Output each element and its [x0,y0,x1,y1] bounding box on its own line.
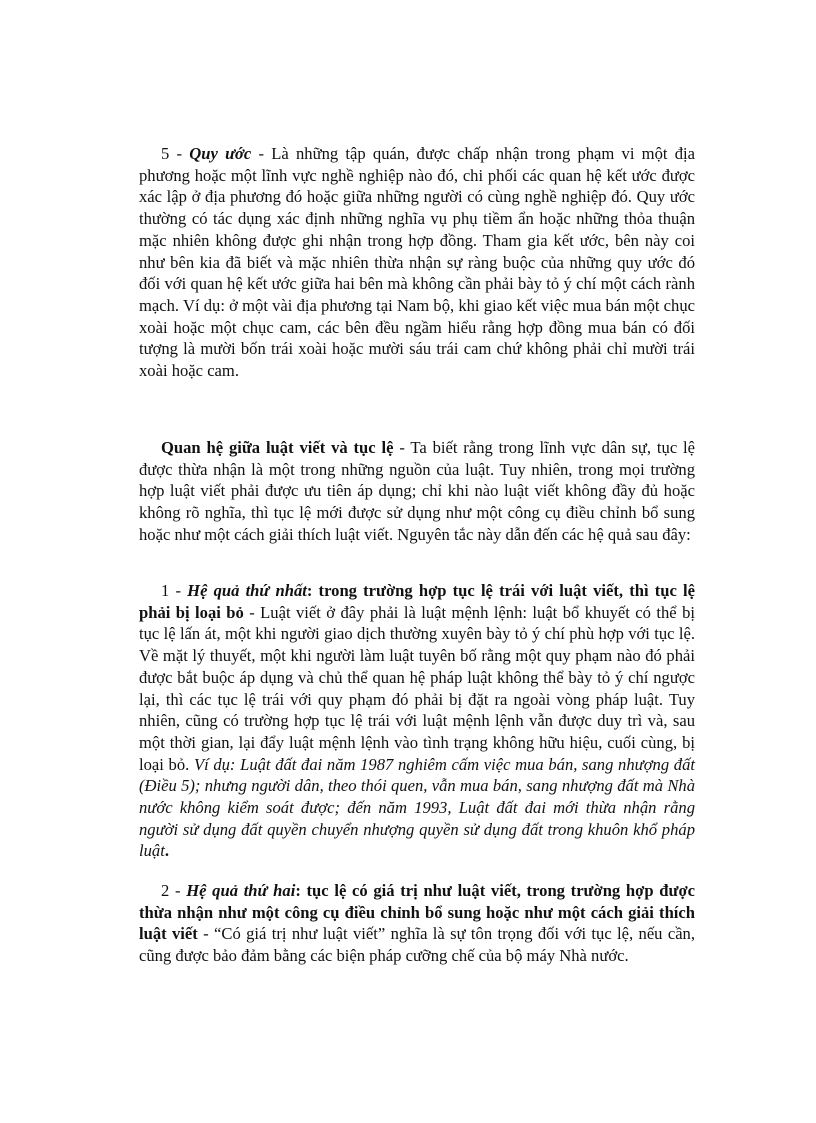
paragraph-body: - “Có giá trị như luật viết” nghĩa là sự tôn trọng đối với tục lệ, nếu cần, cũng được bảo đảm bằng các biện pháp cưỡng chế của bộ máy Nhà nước. [139,924,695,966]
paragraph-number: 5 - [161,144,190,163]
paragraph-heading: Quy ước [189,144,252,163]
paragraph-end: . [164,841,169,861]
paragraph-heading-italic: Hệ quả thứ nhất [187,581,307,600]
paragraph-luat-viet-tuc-le [139,437,695,546]
paragraph-example: Ví dụ: Luật đất đai năm 1987 nghiêm cấm việc mua bán, sang nhượng đất (Điều 5); nhưng người dân, theo thói quen, vẫn mua bán, sang nhượng đất mà Nhà nước không kiểm soát được; đến năm 1993, Luật đất đai mới thừa nhận rằng người sử dụng đất quyền chuyển nhượng quyền sử dụng đất trong khuôn khổ pháp luật [139,754,696,861]
paragraph-body: - Luật viết ở đây phải là luật mệnh lệnh: luật bổ khuyết có thể bị tục lệ lấn át, một khi người giao dịch thường xuyên bày tỏ ý chí phù hợp với tục lệ. Về mặt lý thuyết, một khi người làm luật tuyên bố rằng một quy phạm nào đó phải được bắt buộc áp dụng và chủ thể quan hệ pháp luật không thể bày tỏ ý chí ngược lại, thì các tục lệ trái với quy phạm đó phải bị đặt ra ngoài vòng pháp luật. Tuy nhiên, cũng có trường hợp tục lệ trái với luật mệnh lệnh vẫn được duy trì và, sau một thời gian, lại đẩy luật mệnh lệnh vào tình trạng không hữu hiệu, cuối cùng, bị loại bỏ. [139,602,695,774]
paragraph-heading: : trong trường hợp tục lệ trái với luật viết, thì tục lệ phải bị loại bỏ [139,581,695,622]
paragraph-quy-uoc [139,143,695,382]
paragraph-he-qua-thu-hai [139,880,695,967]
paragraph-number: 2 - [161,881,187,900]
paragraph-heading: Quan hệ giữa luật viết và tục lệ [161,438,394,457]
paragraph-heading-italic: Hệ quả thứ hai [186,881,296,900]
paragraph-he-qua-thu-nhat [139,580,695,862]
paragraph-body: - Ta biết rằng trong lĩnh vực dân sự, tục lệ được thừa nhận là một trong những nguồn của luật. Tuy nhiên, trong mọi trường hợp luật viết phải được ưu tiên áp dụng; chỉ khi nào luật viết không đầy đủ hoặc không rõ nghĩa, thì tục lệ mới được sử dụng như một công cụ điều chỉnh bổ sung hoặc như một cách giải thích luật viết. Nguyên tắc này dẫn đến các hệ quả sau đây: [139,438,696,544]
paragraph-number: 1 - [161,581,188,600]
paragraph-heading: : tục lệ có giá trị như luật viết, trong trường hợp được thừa nhận như một công cụ điều chỉnh bổ sung hoặc như một cách giải thích luật viết [139,881,695,944]
paragraph-body: - Là những tập quán, được chấp nhận trong phạm vi một địa phương hoặc một lĩnh vực nghề nghiệp nào đó, chi phối các quan hệ kết ước được xác lập ở địa phương đó hoặc giữa những người có cùng nghề nghiệp đó. Quy ước thường có tác dụng xác định những nghĩa vụ phụ tiềm ẩn hoặc những thỏa thuận mặc nhiên không được ghi nhận trong hợp đồng. Tham gia kết ước, bên này coi như bên kia đã biết và mặc nhiên thừa nhận sự ràng buộc của những quy ước đó đối với quan hệ kết ước giữa hai bên mà không cần phải bày tỏ ý chí một cách rành mạch. Ví dụ: ở một vài địa phương tại Nam bộ, khi giao kết việc mua bán một chục xoài hoặc một chục cam, các bên đều ngầm hiểu rằng hợp đồng mua bán có đối tượng là mười bốn trái xoài hoặc mười sáu trái cam chứ không phải chỉ mười trái xoài hoặc cam. [139,144,695,381]
